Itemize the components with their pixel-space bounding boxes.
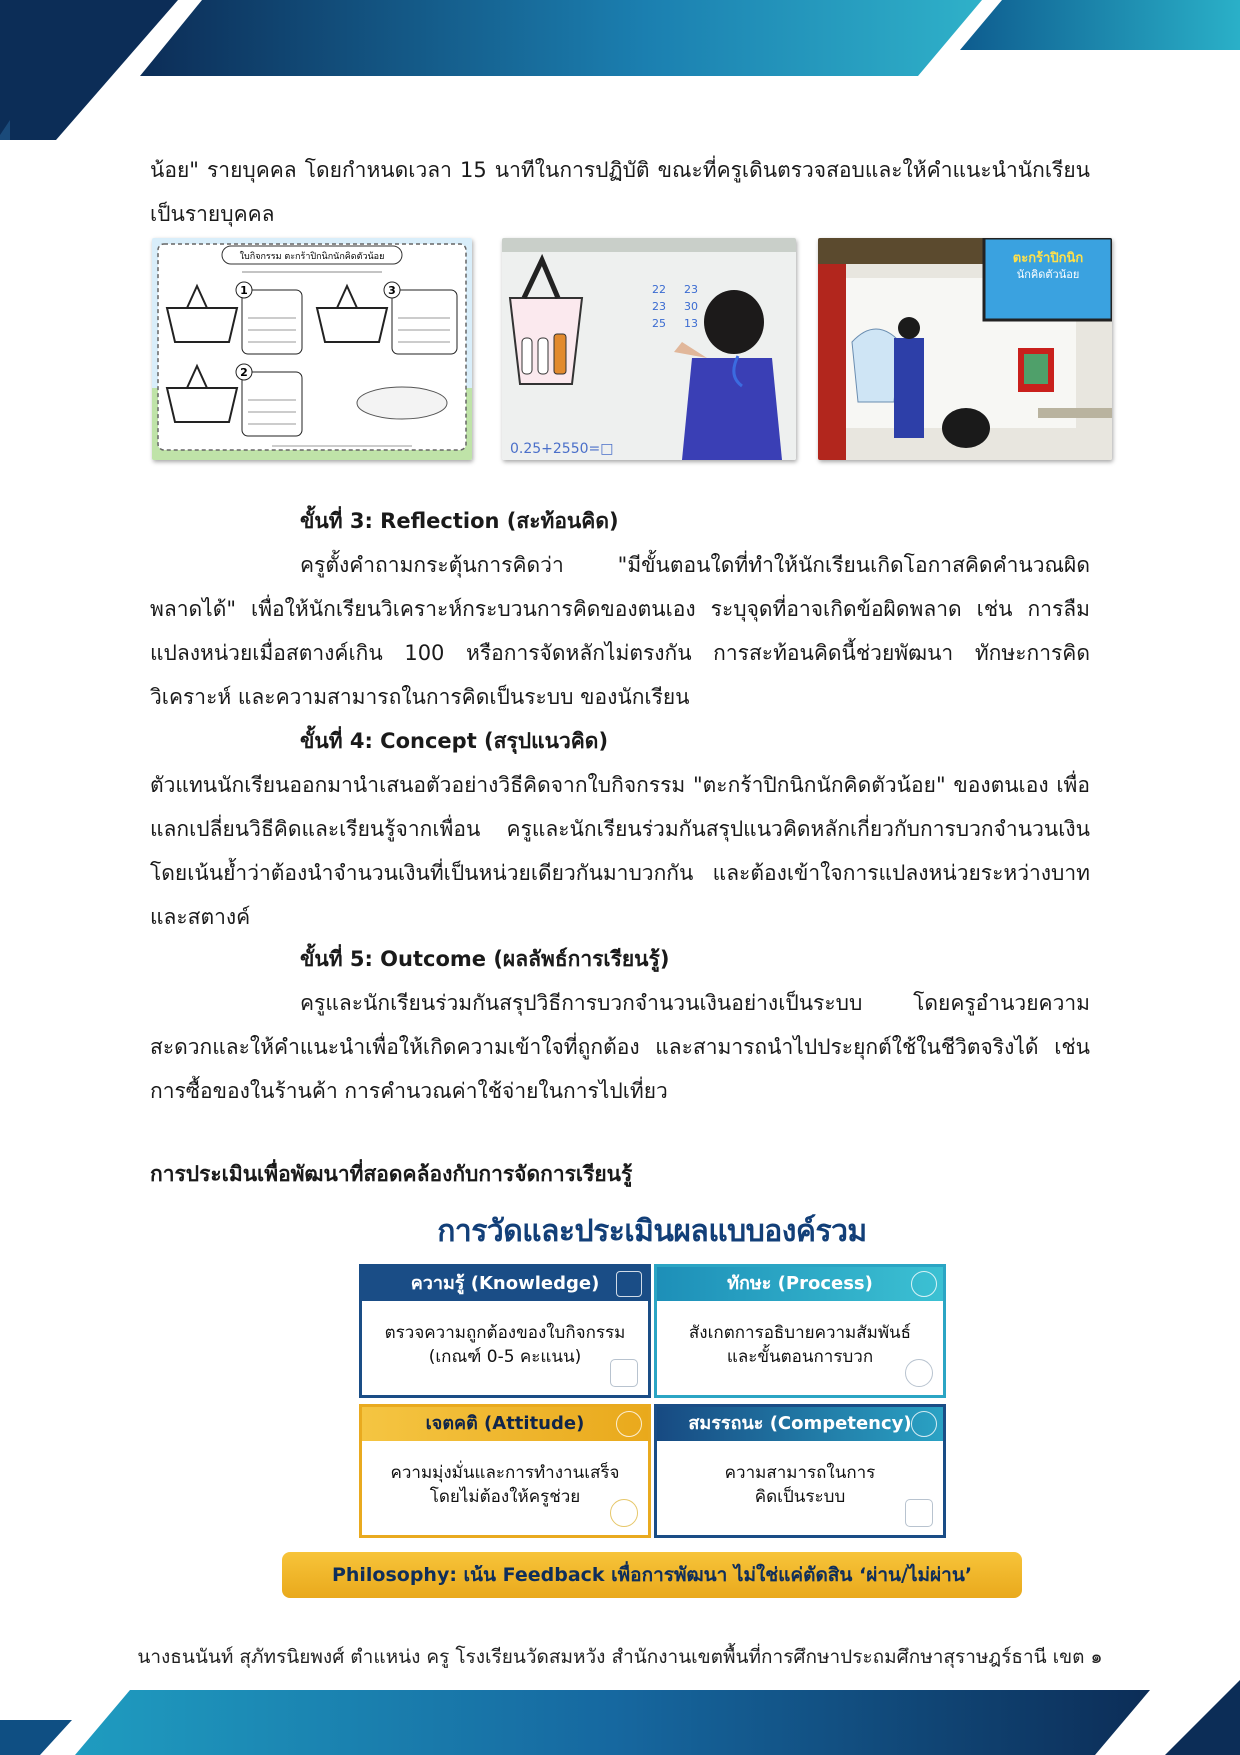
- footer-band: [0, 1680, 1240, 1755]
- screen-subtitle: นักคิดตัวน้อย: [1016, 268, 1080, 281]
- process-card-heading: ทักษะ (Process): [727, 1273, 873, 1294]
- step4-body: ตัวแทนนักเรียนออกมานำเสนอตัวอย่างวิธีคิดจากใบกิจกรรม "ตะกร้าปิกนิกนักคิดตัวน้อย" ของตนเอง เพื่อแลกเปลี่ยนวิธีคิดและเรียนรู้จากเพื่อน ครูและนักเรียนร่วมกันสรุปแนวคิดหลักเกี่ยวกับการบวกจำนวนเงิน โดยเน้นย้ำว่าต้องนำจำนวนเงินที่เป็นหน่วยเดียวกันมาบวกกัน และต้องเข้าใจการแปลงหน่วยระหว่างบาทและสตางค์: [150, 773, 1090, 929]
- knowledge-card-line2: (เกณฑ์ 0-5 คะแนน): [428, 1347, 582, 1367]
- worksheet-number-3: 3: [388, 284, 396, 297]
- gear-icon: [911, 1271, 937, 1297]
- attitude-card-line2: โดยไม่ต้องให้ครูช่วย: [429, 1487, 581, 1507]
- document-icon: [616, 1271, 642, 1297]
- attitude-card-line1: ความมุ่งมั่นและการทำงานเสร็จ: [390, 1463, 620, 1483]
- attitude-card: [359, 1404, 651, 1538]
- step3-heading: ขั้นที่ 3: Reflection (สะท้อนคิด): [300, 509, 619, 533]
- process-card-line1: สังเกตการอธิบายความสัมพันธ์: [688, 1323, 912, 1343]
- step5-body: ครูและนักเรียนร่วมกันสรุปวิธีการบวกจำนวนเงินอย่างเป็นระบบ โดยครูอำนวยความสะดวกและให้คำแนะนำเพื่อให้เกิดความเข้าใจที่ถูกต้อง และสามารถนำไปประยุกต์ใช้ในชีวิตจริงได้ เช่น การซื้อของในร้านค้า การคำนวณค่าใช้จ่ายในการไปเที่ยว: [150, 991, 1090, 1103]
- smile-icon: [616, 1411, 642, 1437]
- footer-author: นางธนนันท์ สุภัทรนิยพงศ์ ตำแหน่ง ครู โรงเรียนวัดสมหวัง สำนักงานเขตพื้นที่การศึกษาประถมศึกษาสุราษฎร์ธานี เขต ๑: [137, 1646, 1103, 1668]
- heart-icon: [610, 1499, 638, 1527]
- svg-text:23: 23: [684, 283, 698, 296]
- step4-heading: ขั้นที่ 4: Concept (สรุปแนวคิด): [300, 729, 609, 753]
- svg-text:13: 13: [684, 317, 698, 330]
- worksheet-photo: [152, 238, 472, 460]
- brain-icon: [911, 1411, 937, 1437]
- svg-text:23: 23: [652, 300, 666, 313]
- infographic-title: การวัดและประเมินผลแบบองค์รวม: [437, 1214, 867, 1249]
- competency-card-line2: คิดเป็นระบบ: [754, 1487, 846, 1507]
- assessment-title: การประเมินเพื่อพัฒนาที่สอดคล้องกับการจัดการเรียนรู้: [150, 1162, 633, 1186]
- cycle-icon: [905, 1359, 933, 1387]
- certificate-icon: [610, 1359, 638, 1387]
- knowledge-card-heading: ความรู้ (Knowledge): [410, 1273, 600, 1294]
- knowledge-card: [359, 1264, 651, 1398]
- svg-text:30: 30: [684, 300, 698, 313]
- whiteboard-formula: 0.25+2550=□: [510, 441, 614, 457]
- classroom-photo: [818, 238, 1112, 460]
- process-card: [654, 1264, 946, 1398]
- process-card-line2: และขั้นตอนการบวก: [726, 1347, 874, 1367]
- svg-text:22: 22: [652, 283, 666, 296]
- competency-card-heading: สมรรถนะ (Competency): [688, 1413, 912, 1434]
- worksheet-title: ใบกิจกรรม ตะกร้าปิกนิกนักคิดตัวน้อย: [239, 252, 385, 262]
- holistic-assessment-infographic: [312, 1208, 992, 1608]
- intro-paragraph: น้อย" รายบุคคล โดยกำหนดเวลา 15 นาทีในการปฏิบัติ ขณะที่ครูเดินตรวจสอบและให้คำแนะนำนักเรียนเป็นรายบุคคล: [150, 158, 1090, 226]
- puzzle-icon: [905, 1499, 933, 1527]
- whiteboard-photo: [502, 238, 796, 460]
- worksheet-number-1: 1: [240, 284, 248, 297]
- worksheet-number-2: 2: [240, 366, 248, 379]
- header-band: [0, 0, 1240, 140]
- attitude-card-heading: เจตคติ (Attitude): [425, 1413, 585, 1434]
- svg-text:25: 25: [652, 317, 666, 330]
- competency-card-line1: ความสามารถในการ: [724, 1463, 876, 1483]
- step5-heading: ขั้นที่ 5: Outcome (ผลลัพธ์การเรียนรู้): [300, 947, 670, 971]
- competency-card: [654, 1404, 946, 1538]
- step3-body: ครูตั้งคำถามกระตุ้นการคิดว่า "มีขั้นตอนใดที่ทำให้นักเรียนเกิดโอกาสคิดคำนวณผิดพลาดได้" เพื่อให้นักเรียนวิเคราะห์กระบวนการคิดของตนเอง ระบุจุดที่อาจเกิดข้อผิดพลาด เช่น การลืมแปลงหน่วยเมื่อสตางค์เกิน 100 หรือการจัดหลักไม่ตรงกัน การสะท้อนคิดนี้ช่วยพัฒนา ทักษะการคิดวิเคราะห์ และความสามารถในการคิดเป็นระบบ ของนักเรียน: [150, 553, 1090, 709]
- screen-title: ตะกร้าปิกนิก: [1012, 251, 1084, 266]
- philosophy-banner: Philosophy: เน้น Feedback เพื่อการพัฒนา ไม่ใช่แค่ตัดสิน ‘ผ่าน/ไม่ผ่าน’: [282, 1552, 1022, 1598]
- knowledge-card-line1: ตรวจความถูกต้องของใบกิจกรรม: [384, 1323, 626, 1343]
